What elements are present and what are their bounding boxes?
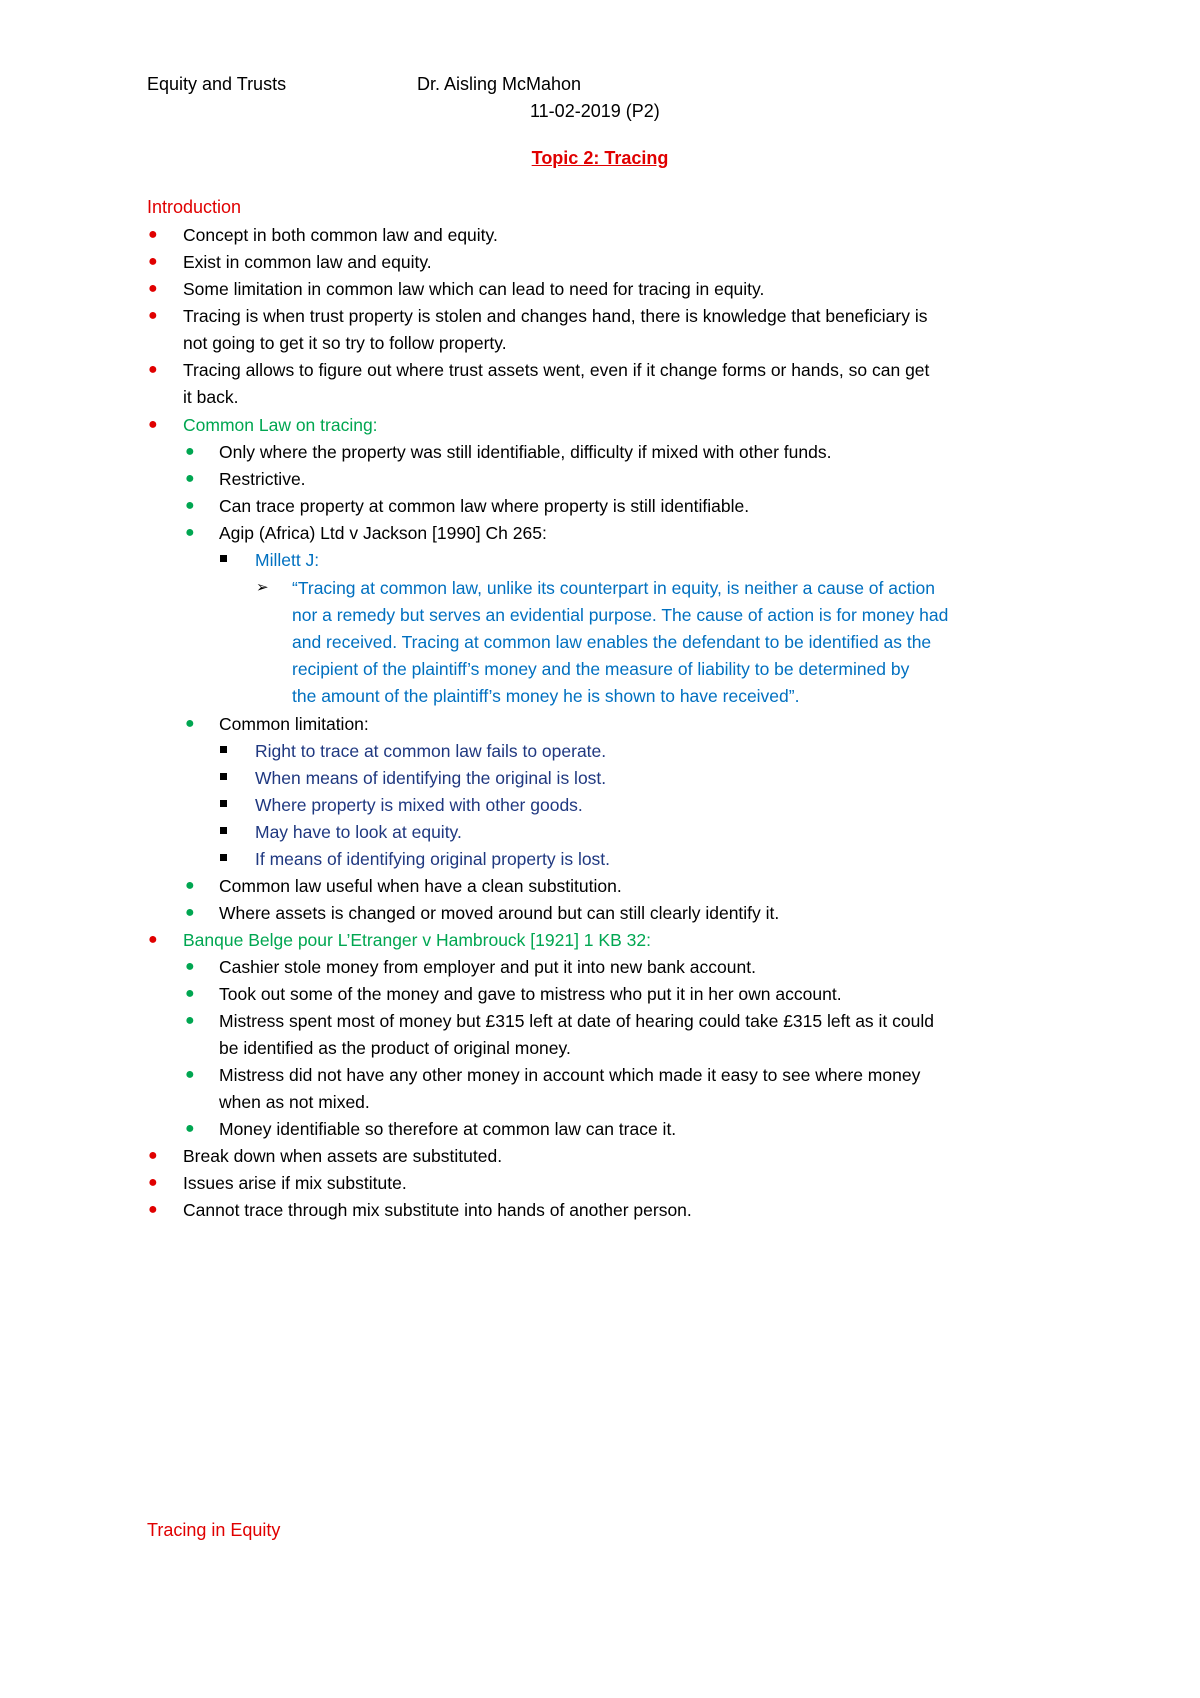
list-item: Cannot trace through mix substitute into hands of another person. bbox=[183, 1200, 692, 1220]
quote-line: the amount of the plaintiff’s money he is shown to have received”. bbox=[292, 686, 800, 706]
square-bullet-icon bbox=[220, 546, 227, 573]
bullet-icon: ● bbox=[185, 443, 195, 460]
lecture-date: 11-02-2019 (P2) bbox=[530, 101, 660, 121]
list-item: Took out some of the money and gave to mistress who put it in her own account. bbox=[219, 984, 842, 1004]
list-item: Tracing is when trust property is stolen and changes hand, there is knowledge that beneficiary is bbox=[183, 306, 928, 326]
limitation-heading: Common limitation: bbox=[219, 714, 369, 734]
list-item: Break down when assets are substituted. bbox=[183, 1146, 503, 1166]
list-item: Concept in both common law and equity. bbox=[183, 225, 498, 245]
common-law-heading: Common Law on tracing: bbox=[183, 415, 378, 435]
list-item: Can trace property at common law where property is still identifiable. bbox=[219, 496, 750, 516]
quote-line: and received. Tracing at common law enables the defendant to be identified as the bbox=[292, 632, 932, 652]
tracing-equity-heading: Tracing in Equity bbox=[147, 1520, 281, 1540]
square-bullet-icon bbox=[220, 791, 227, 818]
quote-line: nor a remedy but serves an evidential purpose. The cause of action is for money had bbox=[292, 605, 949, 625]
list-item: Where assets is changed or moved around but can still clearly identify it. bbox=[219, 903, 780, 923]
list-item: Tracing allows to figure out where trust assets went, even if it change forms or hands, so can get bbox=[183, 360, 930, 380]
list-item: Issues arise if mix substitute. bbox=[183, 1173, 407, 1193]
banque-heading: Banque Belge pour L’Etranger v Hambrouck [1921] 1 KB 32: bbox=[183, 930, 651, 950]
limitation-item: May have to look at equity. bbox=[255, 822, 462, 842]
list-item: Cashier stole money from employer and put it into new bank account. bbox=[219, 957, 756, 977]
bullet-icon: ● bbox=[148, 1201, 158, 1218]
arrow-bullet-icon: ➢ bbox=[256, 579, 269, 596]
bullet-icon: ● bbox=[185, 497, 195, 514]
list-item: Restrictive. bbox=[219, 469, 306, 489]
list-item: Some limitation in common law which can lead to need for tracing in equity. bbox=[183, 279, 765, 299]
bullet-icon: ● bbox=[185, 524, 195, 541]
list-item: Mistress did not have any other money in account which made it easy to see where money bbox=[219, 1065, 921, 1085]
bullet-icon: ● bbox=[148, 226, 158, 243]
bullet-icon: ● bbox=[185, 1066, 195, 1083]
bullet-icon: ● bbox=[148, 253, 158, 270]
bullet-icon: ● bbox=[148, 361, 158, 378]
intro-heading: Introduction bbox=[147, 197, 242, 217]
case-citation: Agip (Africa) Ltd v Jackson [1990] Ch 265: bbox=[219, 523, 547, 543]
list-item-continued: not going to get it so try to follow property. bbox=[183, 333, 507, 353]
bullet-icon: ● bbox=[185, 715, 195, 732]
square-bullet-icon bbox=[220, 737, 227, 764]
square-bullet-icon bbox=[220, 764, 227, 791]
author-name: Dr. Aisling McMahon bbox=[417, 74, 582, 94]
limitation-item: Where property is mixed with other goods. bbox=[255, 795, 583, 815]
quote-line: recipient of the plaintiff’s money and the measure of liability to be determined by bbox=[292, 659, 910, 679]
bullet-icon: ● bbox=[148, 280, 158, 297]
bullet-icon: ● bbox=[148, 416, 158, 433]
bullet-icon: ● bbox=[185, 470, 195, 487]
bullet-icon: ● bbox=[148, 307, 158, 324]
bullet-icon: ● bbox=[148, 1174, 158, 1191]
quote-line: “Tracing at common law, unlike its counterpart in equity, is neither a cause of action bbox=[292, 578, 935, 598]
bullet-icon: ● bbox=[185, 1120, 195, 1137]
square-bullet-icon bbox=[220, 845, 227, 872]
page-title: Topic 2: Tracing bbox=[531, 148, 669, 168]
bullet-icon: ● bbox=[185, 958, 195, 975]
course-name: Equity and Trusts bbox=[147, 74, 287, 94]
list-item-continued: it back. bbox=[183, 387, 239, 407]
bullet-icon: ● bbox=[185, 904, 195, 921]
list-item: Money identifiable so therefore at common law can trace it. bbox=[219, 1119, 677, 1139]
bullet-icon: ● bbox=[185, 877, 195, 894]
list-item: Only where the property was still identifiable, difficulty if mixed with other funds. bbox=[219, 442, 832, 462]
list-item: Mistress spent most of money but £315 left at date of hearing could take £315 left as it could bbox=[219, 1011, 934, 1031]
limitation-item: Right to trace at common law fails to operate. bbox=[255, 741, 607, 761]
list-item: Common law useful when have a clean substitution. bbox=[219, 876, 622, 896]
list-item-continued: when as not mixed. bbox=[219, 1092, 370, 1112]
bullet-icon: ● bbox=[185, 1012, 195, 1029]
square-bullet-icon bbox=[220, 818, 227, 845]
list-item: Exist in common law and equity. bbox=[183, 252, 432, 272]
bullet-icon: ● bbox=[148, 931, 158, 948]
judge-name: Millett J: bbox=[255, 550, 320, 570]
bullet-icon: ● bbox=[148, 1147, 158, 1164]
limitation-item: If means of identifying original property is lost. bbox=[255, 849, 611, 869]
limitation-item: When means of identifying the original is lost. bbox=[255, 768, 607, 788]
bullet-icon: ● bbox=[185, 985, 195, 1002]
list-item-continued: be identified as the product of original money. bbox=[219, 1038, 571, 1058]
